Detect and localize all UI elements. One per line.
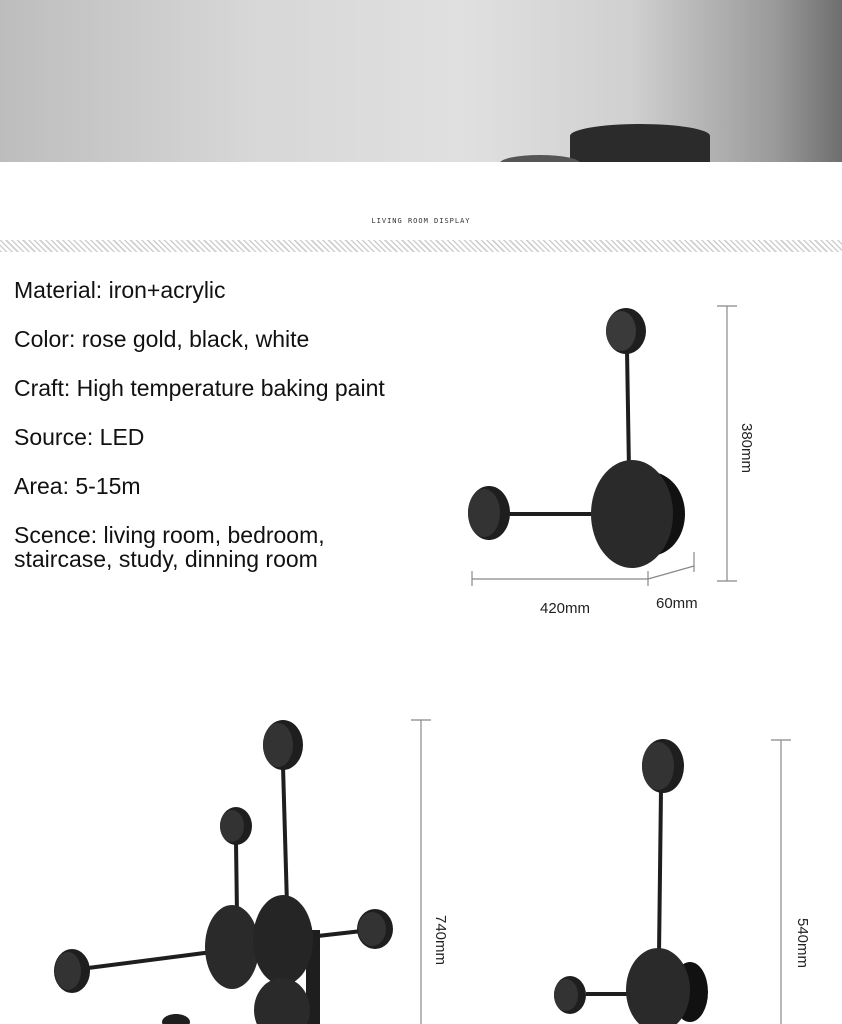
spec-color: Color: rose gold, black, white xyxy=(14,326,310,352)
lamp-3-dimension-lines xyxy=(771,740,791,1024)
lamp-1-width-label: 420mm xyxy=(540,600,591,617)
lamp-2-height-label: 740mm xyxy=(432,915,449,966)
lamp-1-image xyxy=(468,308,685,568)
spec-source: Source: LED xyxy=(14,424,145,450)
lamp-1-height-label: 380mm xyxy=(738,423,755,474)
spec-material: Material: iron+acrylic xyxy=(14,277,226,303)
spec-craft: Craft: High temperature baking paint xyxy=(14,375,385,401)
lamp-3-image xyxy=(554,739,708,1024)
spec-area: Area: 5-15m xyxy=(14,473,141,499)
lamp-3-height-label: 540mm xyxy=(794,918,811,969)
lamp-2-image xyxy=(54,720,393,1024)
lamp-2-dimension-lines xyxy=(411,720,431,1024)
spec-scene: Scence: living room, bedroom, staircase, study, dinning room xyxy=(14,522,325,572)
lamp-1-depth-label: 60mm xyxy=(656,595,698,612)
section-title: LIVING ROOM DISPLAY xyxy=(371,217,471,225)
